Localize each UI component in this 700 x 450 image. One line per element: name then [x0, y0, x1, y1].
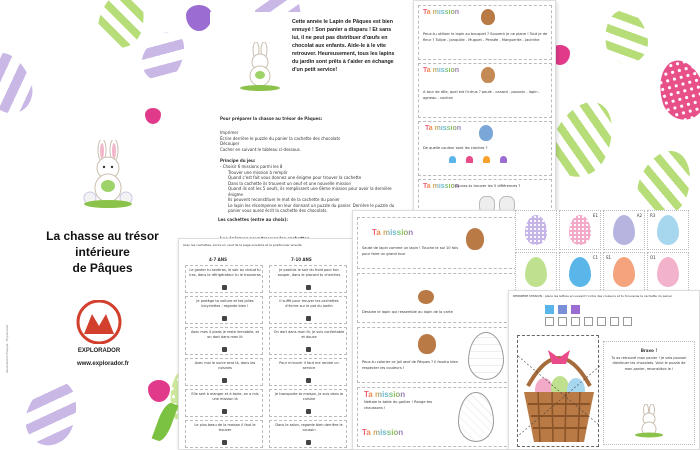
lock-icon: [306, 440, 311, 445]
cover-title: [20, 228, 185, 276]
bell-icon: [500, 156, 507, 163]
answer-box[interactable]: [558, 317, 567, 326]
mission-text: De quelle couleur sont les cloches ?: [423, 146, 488, 150]
egg-cell: [559, 252, 601, 292]
side-credit: Illustrations Freepik - Explorador: [5, 324, 9, 373]
riddle-card: [269, 420, 347, 448]
riddle-card: [185, 389, 263, 417]
answer-box[interactable]: [597, 317, 606, 326]
riddle-text: Je produis le soir du froid pour ton souper, dans le placard tu cherches: [277, 268, 341, 277]
lock-icon: [222, 285, 227, 290]
principle-line: Quand ils ont les 5 oeufs, ils remplissent une 6ème mission pour avoir la dernière énigme: [228, 186, 392, 197]
egg-label: S1: [606, 255, 612, 260]
answer-box[interactable]: [623, 317, 632, 326]
intro-sheet: [210, 12, 398, 240]
cover-title-line-1: La chasse au trésor: [46, 229, 159, 243]
cover-title-line-3: de Pâques: [72, 261, 133, 275]
lock-icon: [306, 378, 311, 383]
egg-cell: [515, 252, 557, 292]
mission-text: Peux-tu colorier ce joli œuf de Pâques ? Il faudra bien respecter les couleurs !: [362, 360, 458, 370]
reward-note: [603, 341, 695, 445]
riddle-text: Pour m'ouvrir il faut me rendre un service: [279, 361, 339, 370]
tulip-icon: [145, 108, 161, 124]
riddle-text: Elle sert à manger et à boire, on a mis une mission là: [191, 392, 259, 401]
answer-box[interactable]: [545, 317, 554, 326]
intro-bunny-illustration: [238, 42, 282, 92]
riddle-card: [269, 358, 347, 386]
answer-sheet: [508, 290, 700, 450]
bell-icon: [483, 156, 490, 163]
riddle-text: Je protège ta voiture et tes jolies bicyclettes : regarde bien !: [196, 299, 254, 308]
principle-line: - Choisir 6 missions parmi les 8: [220, 164, 283, 169]
brown-bunny-icon: [481, 67, 495, 83]
riddle-sheet: [178, 238, 353, 450]
egg-icon-light-blue: [657, 215, 679, 245]
cachettes-label: Les cachettes (entre au choix):: [218, 217, 289, 222]
principle-line: Dans la cachette ils trouvent un oeuf et une nouvelle mission: [228, 180, 351, 186]
color-square: [571, 305, 580, 314]
egg-icon-pink: [657, 257, 679, 287]
riddle-card: [269, 389, 347, 417]
bunny-with-flowers-icon: [634, 404, 664, 438]
color-square: [545, 305, 554, 314]
prepare-title: Pour préparer la chasse au trésor de Pâques:: [220, 116, 323, 121]
egg-label: O1: [650, 255, 656, 260]
mission-badge: Ta mission: [364, 390, 406, 399]
color-squares: [545, 305, 580, 314]
principle-line: Trouver une mission à remplir: [228, 169, 288, 175]
mission-sheet-2: [352, 210, 520, 450]
coloring-egg-outline: [458, 392, 494, 442]
mission-text: Sauras-tu trouver les 5 différences ?: [455, 184, 521, 188]
egg-icon-pink: [569, 215, 591, 245]
mission-text: Peux-tu utiliser le lapin au bouquet ? Souvent je ne plane ! Tout je de fleur ? Tulipe - Jonquille - Muguet - Pensée - Marguerite - Jacinthe: [423, 32, 548, 42]
principle-line: Ils peuvent reconstituer le mot de la cachette du panier: [228, 197, 340, 202]
mission-badge: Ta mission: [423, 67, 460, 74]
egg-label: A2: [636, 213, 642, 218]
mission-sheet-1: [413, 0, 556, 236]
prepare-line: Cacher en suivant le tableau ci-dessous.: [220, 146, 302, 152]
decorative-egg-purple: [18, 374, 86, 450]
logo-text: EXPLORADOR: [77, 348, 121, 354]
reward-title: Bravo !: [640, 348, 658, 353]
egg-cell: [515, 210, 557, 250]
principle-line: Quand c'est fait vous donnez une énigme pour trouver la cachette: [228, 175, 362, 180]
mission-card: [357, 327, 517, 383]
mission-card: [418, 63, 552, 118]
egg-label: E1: [592, 213, 598, 218]
lock-icon: [222, 409, 227, 414]
egg-cell: [603, 210, 645, 250]
egg-label: R3: [650, 213, 656, 218]
cover-bunny-illustration: [78, 140, 138, 210]
principle-list: [220, 164, 398, 214]
coloring-egg-outline: [468, 332, 504, 380]
mission-badge: Ta mission: [423, 9, 460, 16]
mission-card: [418, 5, 552, 60]
egg-label: C1: [592, 255, 598, 260]
answer-box[interactable]: [610, 317, 619, 326]
egg-cell: [647, 252, 689, 292]
basket-puzzle: [517, 335, 599, 447]
intro-paragraph: Cette année le Lapin de Pâques est bien ennuyé ! Son panier a disparu ! Et sans lui, il ne peut pas distribuer d'œufs en chocolat aux enfants. Aide-le à le vite retrouver. Heureusement, tous les lapins du jardin sont prêts à t'aider en échange d'un petit service!: [292, 19, 395, 73]
mission-badge: Ta mission: [423, 183, 460, 190]
lock-icon: [222, 316, 227, 321]
reward-text: Tu as retrouvé mon panier ! Je vais pouvoir distribuer les chocolats. Voici le puzzle de mon panier, reconstitue-le !: [611, 355, 687, 371]
decorative-egg-purple: [0, 46, 39, 119]
egg-grid-sheet: [515, 210, 700, 290]
brown-bunny-icon: [418, 334, 436, 354]
riddle-text: Avec mes 4 pieds je reste immobile, et on dort dans mon lit: [190, 330, 259, 339]
bell-icons: [449, 156, 507, 163]
lock-icon: [306, 285, 311, 290]
col2-title: 7-10 ANS: [291, 257, 312, 262]
riddle-card: [185, 265, 263, 293]
bell-icon: [466, 156, 473, 163]
leaf-icon: [152, 401, 179, 443]
color-square: [558, 305, 567, 314]
riddle-text: On dort dans mon lit, je suis confortable et douce: [273, 330, 345, 339]
explorador-logo: [74, 300, 124, 356]
bell-icon: [449, 156, 456, 163]
mission-text: A tour de rôle, quel est l'intrus ? poule - canard - poussin - lapin - agneau - cochon: [423, 90, 540, 100]
egg-cell: [603, 252, 645, 292]
decorative-egg-green: [601, 7, 652, 67]
prepare-line: Découper: [220, 141, 240, 146]
brown-bunny-icon: [466, 228, 484, 250]
website-link[interactable]: www.explorador.fr: [76, 361, 130, 367]
egg-icon-blue: [569, 257, 591, 287]
lock-icon: [222, 347, 227, 352]
riddle-card: [185, 296, 263, 324]
riddle-text: Il suffit pour trouver les cachettes d'écrire sur le pot du jardin: [279, 299, 339, 308]
riddle-card: [185, 327, 263, 355]
blue-bunny-icon: [479, 125, 493, 141]
riddle-card: [185, 420, 263, 448]
egg-icon-lavender: [613, 215, 635, 245]
mission-badge: Ta mission: [425, 125, 462, 132]
prepare-list: [220, 130, 390, 152]
riddle-card: [269, 327, 347, 355]
decorative-egg-green: [93, 0, 151, 53]
egg-icon-orange: [613, 257, 635, 287]
riddle-card: [269, 296, 347, 324]
brown-bunny-icon: [481, 9, 495, 25]
decorative-egg-pink: [653, 55, 700, 124]
answer-boxes: [545, 317, 632, 326]
answer-box[interactable]: [584, 317, 593, 326]
riddle-card: [185, 358, 263, 386]
egg-icon-purple: [525, 215, 547, 245]
mission-text: Dessine le lapin qui ressemble au lapin de la carte: [362, 310, 453, 314]
lock-icon: [306, 316, 311, 321]
mission-card: [418, 121, 552, 176]
mission-text: Saute de lapin comme un lapin ! Touche le sol 10 fois pour faire un grand tour: [362, 246, 459, 256]
egg-cell: [559, 210, 601, 250]
principle-line: Le lapin les récompense en leur donnant un puzzle du panier. Derrière le puzzle du panier vous aurez écrit la cachette des chocolats.: [228, 202, 395, 213]
riddle-header: Avec les cachettes, écrire un oeuf de la page suivante et le positionner ensuite: [183, 243, 302, 247]
lock-icon: [306, 409, 311, 414]
riddle-text: Dans le salon, regarde bien derrière le coussin: [275, 423, 343, 432]
riddle-text: Le plus beau de la maison il faut le trouver: [194, 423, 256, 432]
riddle-card: [269, 265, 347, 293]
cover-title-line-2: intérieure: [75, 245, 130, 259]
lock-icon: [222, 378, 227, 383]
answer-header: DERNIÈRE MISSION : place les lettres en suivant l'ordre des couleurs et tu trouveras la cachette du panier: [513, 294, 673, 298]
riddle-text: Je transporte ta maison, je suis dans la cuisine: [274, 392, 344, 401]
prepare-line: Imprimer: [220, 130, 239, 135]
col1-title: 4-7 ANS: [209, 257, 227, 262]
tulip-icon: [186, 5, 212, 31]
mission-badge: Ta mission: [372, 228, 414, 237]
lock-icon: [222, 440, 227, 445]
egg-cell: [647, 210, 689, 250]
lock-icon: [306, 347, 311, 352]
mission-badge: Ta mission: [362, 428, 404, 437]
riddle-text: Avec moi le sucre sera là, dans les cuisines: [194, 361, 256, 370]
mission-text: Nettoie la table du goûter ! Range tes chaussons !: [364, 400, 433, 410]
answer-box[interactable]: [571, 317, 580, 326]
egg-icon-green: [525, 257, 547, 287]
decorative-egg-purple: [135, 24, 194, 88]
tulip-icon: [148, 380, 170, 402]
mission-card: [357, 217, 517, 269]
mission-card: [357, 273, 517, 323]
principle-title: Principe du jeu:: [220, 158, 256, 163]
prepare-line: Écrire derrière le puzzle du panier la cachette des chocolats: [220, 135, 341, 141]
mission-card: [357, 387, 517, 447]
riddle-text: Le gouter tu sentiras, le soir au chaud tu iras, dans le réfrigérateur tu le trouveras: [189, 268, 261, 277]
brown-bunny-icon: [418, 290, 434, 304]
